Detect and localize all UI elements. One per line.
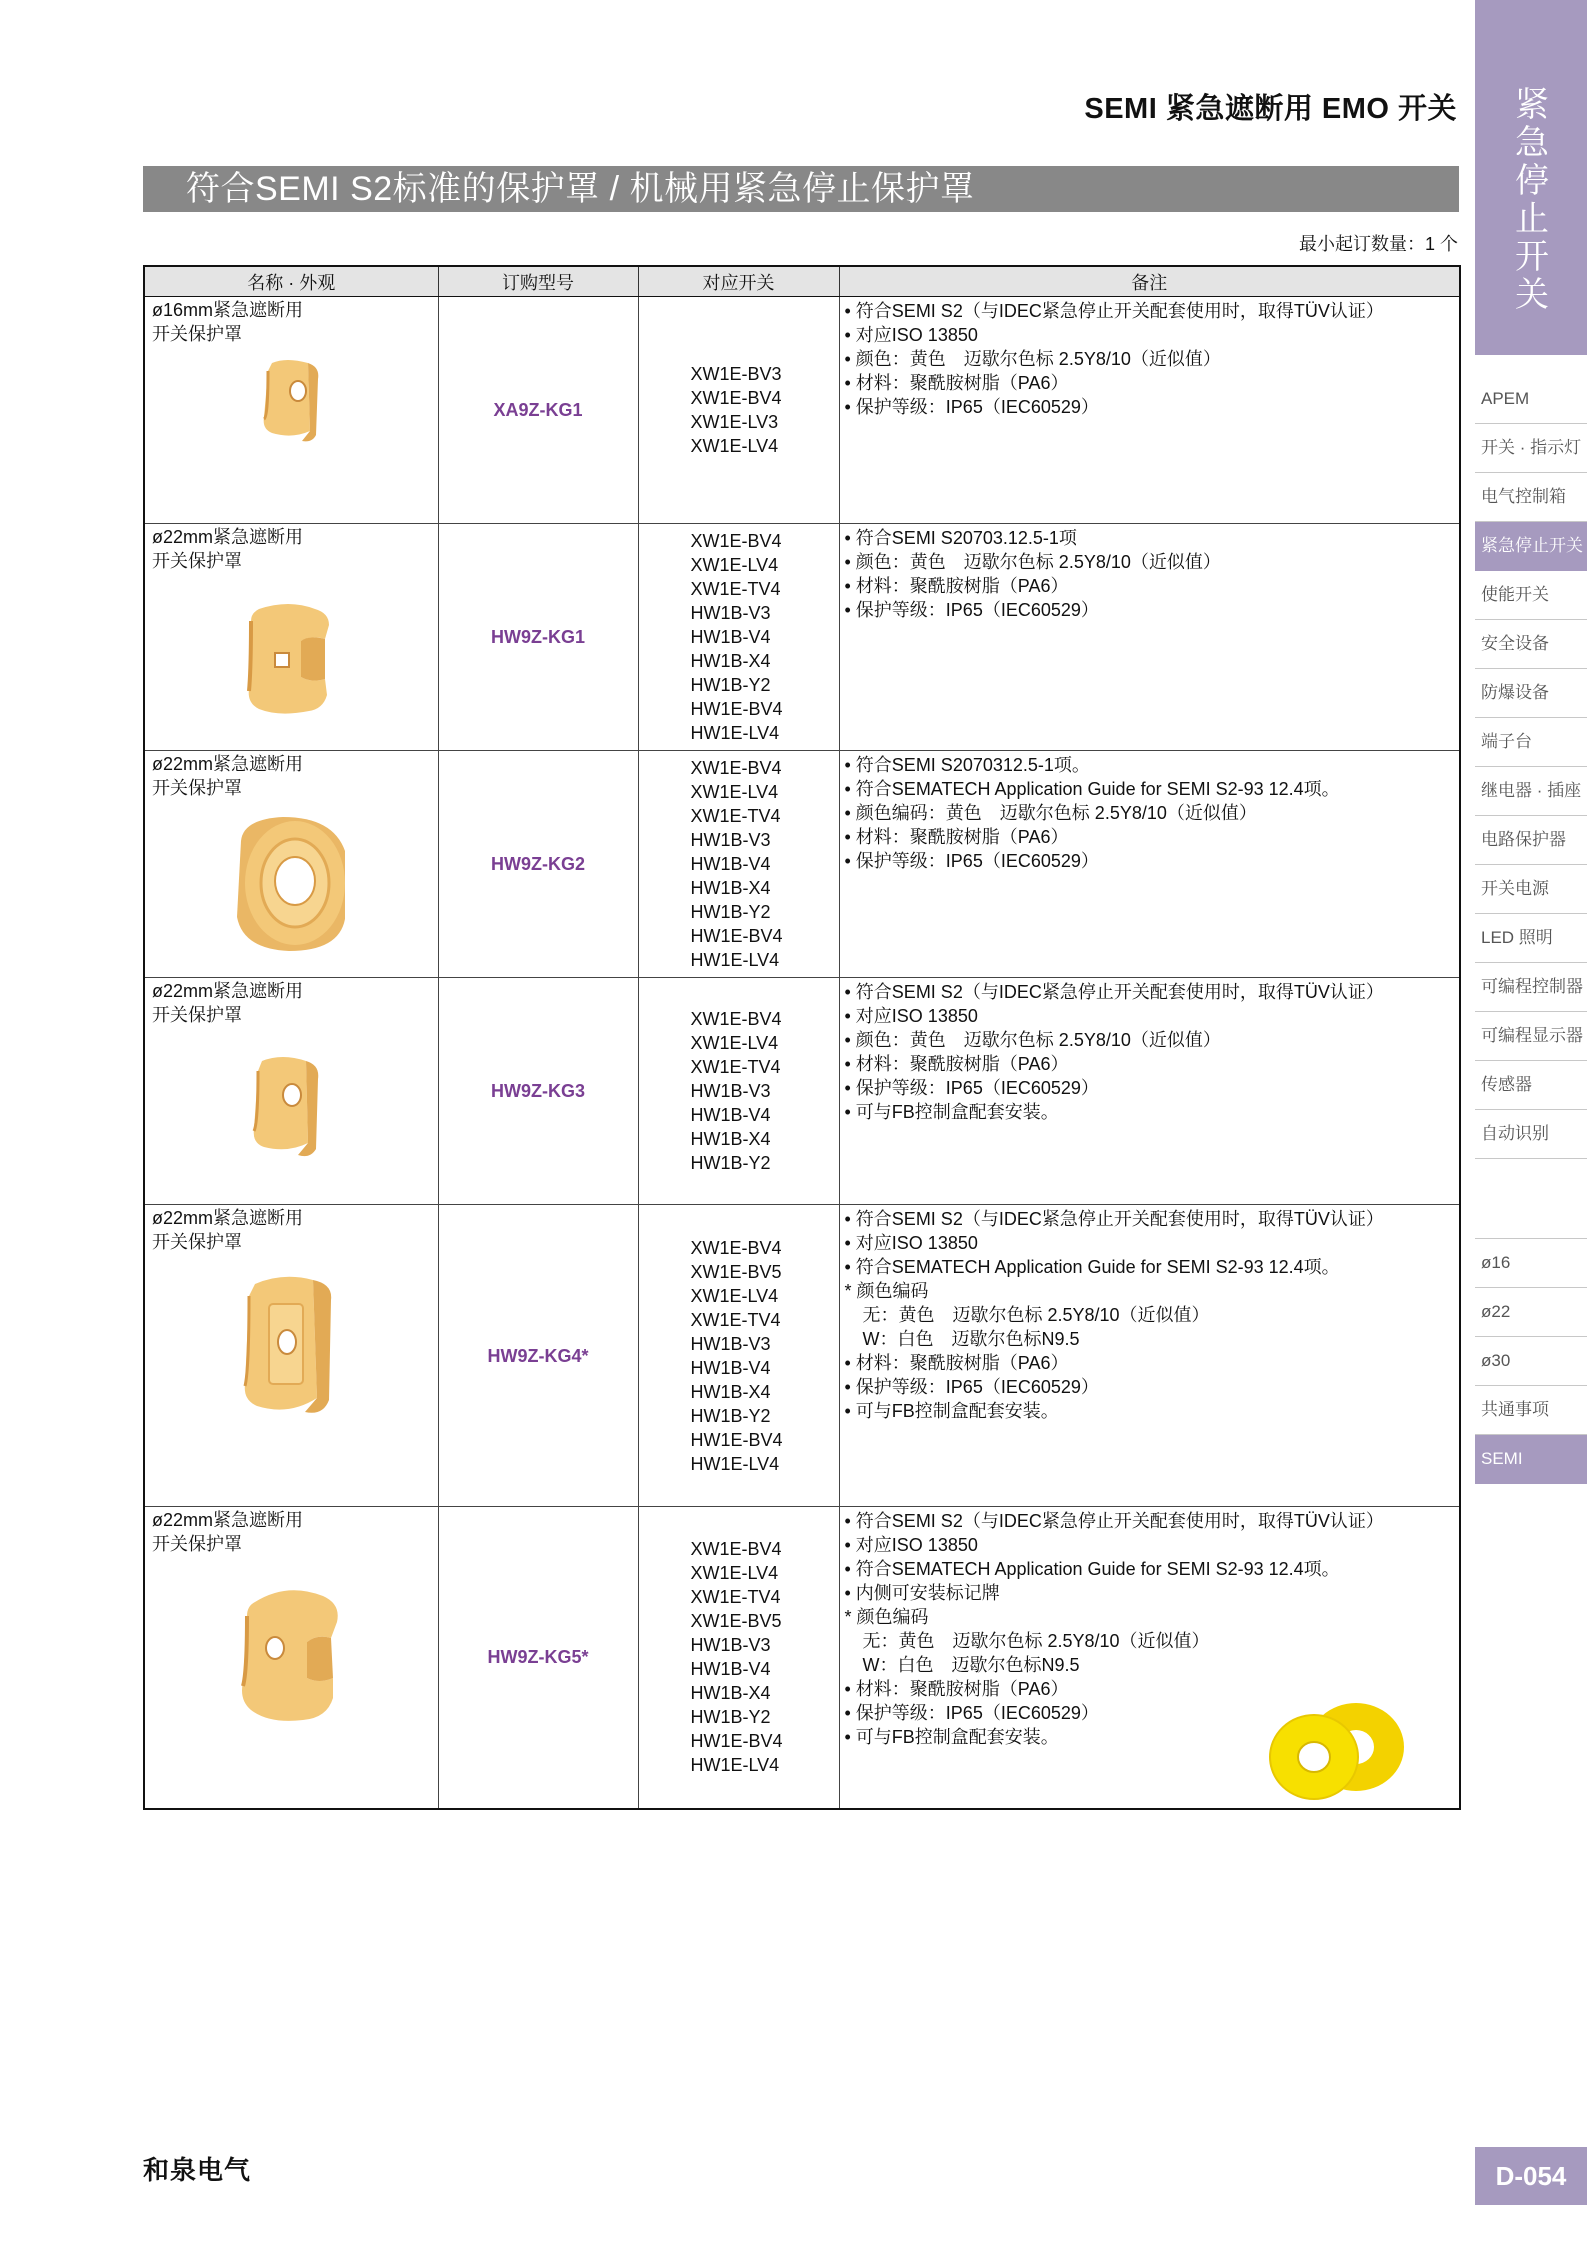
product-name-sub: 开关保护罩: [152, 551, 242, 571]
switch-item: HW1E-BV4: [690, 699, 783, 719]
note-line: * 颜色编码: [844, 1607, 929, 1627]
note-line: • 符合SEMATECH Application Guide for SEMI S2-93 12.4项。: [844, 1257, 1340, 1277]
switch-list-cell: [638, 524, 839, 751]
switch-list-cell: [638, 297, 839, 524]
switch-item: XW1E-BV4: [690, 388, 782, 408]
note-line: • 对应ISO 13850: [844, 1233, 978, 1253]
order-model-cell: XA9Z-KG1: [438, 297, 638, 524]
brand-logo: 和泉电气: [143, 2155, 252, 2185]
switch-list-cell: [638, 1507, 839, 1809]
note-line: * 颜色编码: [844, 1281, 929, 1301]
switch-item: HW1E-BV4: [690, 926, 783, 946]
switch-item: XW1E-LV4: [690, 555, 779, 575]
product-name-sub: 开关保护罩: [152, 1005, 242, 1025]
switch-item: HW1E-LV4: [690, 950, 780, 970]
switch-item: XW1E-LV4: [690, 1285, 779, 1306]
switch-item: XW1E-BV5: [690, 1611, 782, 1632]
page-header-title: SEMI 紧急遮断用 EMO 开关: [1084, 93, 1457, 125]
note-line: 无：黄色 迈歇尔色标 2.5Y8/10（近似值）: [844, 1631, 1210, 1651]
switch-item: HW1B-Y2: [690, 675, 771, 695]
switch-item: HW1B-V3: [690, 603, 771, 623]
switch-item: HW1B-V3: [690, 1081, 771, 1101]
cover-hw9z-kg4-image: [233, 1270, 343, 1420]
cover-xa9z-kg1-image: [258, 357, 328, 447]
switch-item: HW1B-X4: [690, 651, 771, 671]
sidebar-item-explosion-proof[interactable]: 防爆设备: [1475, 669, 1587, 718]
sidebar-item-terminal-block[interactable]: 端子台: [1475, 718, 1587, 767]
order-model-cell: HW9Z-KG1: [438, 524, 638, 751]
note-line: • 可与FB控制盒配套安装。: [844, 1102, 1059, 1122]
note-line: • 对应ISO 13850: [844, 1006, 978, 1026]
product-name: ø22mm紧急遮断用: [152, 1208, 304, 1228]
table-row: [144, 297, 1460, 524]
note-line: • 材料：聚酰胺树脂（PA6）: [844, 1353, 1069, 1373]
page-number: D-054: [1475, 2147, 1587, 2205]
note-line: • 符合SEMI S2（与IDEC紧急停止开关配套使用时，取得TÜV认证）: [844, 301, 1384, 321]
note-line: • 保护等级：IP65（IEC60529）: [844, 1377, 1099, 1397]
note-line: • 可与FB控制盒配套安装。: [844, 1727, 1059, 1747]
switch-item: HW1B-Y2: [690, 1153, 771, 1173]
switch-item: HW1B-V4: [690, 854, 771, 874]
sidebar-section-header: [1475, 0, 1587, 355]
note-line: W：白色 迈歇尔色标N9.5: [844, 1329, 1080, 1349]
sidebar-item-emergency-stop[interactable]: 紧急停止开关: [1475, 522, 1587, 571]
sidebar-subitem-30[interactable]: ø30: [1475, 1337, 1587, 1386]
switch-item: HW1E-BV4: [690, 1731, 783, 1752]
note-line: • 内侧可安装标记牌: [844, 1583, 1000, 1603]
switch-item: HW1B-Y2: [690, 902, 771, 922]
sidebar-subnav: [1475, 1238, 1587, 1484]
switch-item: HW1B-V4: [690, 627, 771, 647]
sidebar-section-title: 紧急停止开关: [1515, 86, 1549, 314]
sidebar-subitem-common[interactable]: 共通事项: [1475, 1386, 1587, 1435]
order-model-cell: HW9Z-KG3: [438, 978, 638, 1205]
sidebar-item-sensor[interactable]: 传感器: [1475, 1061, 1587, 1110]
switch-item: XW1E-TV4: [690, 1057, 781, 1077]
sidebar-item-safety[interactable]: 安全设备: [1475, 620, 1587, 669]
table-row: [144, 1507, 1460, 1809]
product-name: ø16mm紧急遮断用: [152, 300, 304, 320]
switch-item: HW1B-V3: [690, 1635, 771, 1656]
switch-item: XW1E-BV4: [690, 1237, 782, 1258]
table-row: [144, 1205, 1460, 1507]
table-header-row: [144, 266, 1460, 297]
note-line: • 符合SEMI S2070312.5-1项。: [844, 755, 1090, 775]
sidebar-subitem-semi[interactable]: SEMI: [1475, 1435, 1587, 1484]
switch-item: XW1E-LV4: [690, 1033, 779, 1053]
spec-table: [143, 265, 1461, 1810]
note-line: • 材料：聚酰胺树脂（PA6）: [844, 1679, 1069, 1699]
note-line: • 保护等级：IP65（IEC60529）: [844, 397, 1099, 417]
note-line: • 符合SEMI S2（与IDEC紧急停止开关配套使用时，取得TÜV认证）: [844, 1209, 1384, 1229]
note-line: • 材料：聚酰胺树脂（PA6）: [844, 827, 1069, 847]
switch-list-cell: [638, 1205, 839, 1507]
product-name-cell: [144, 297, 438, 524]
product-name-sub: 开关保护罩: [152, 1232, 242, 1252]
switch-item: XW1E-TV4: [690, 579, 781, 599]
note-line: • 颜色：黄色 迈歇尔色标 2.5Y8/10（近似值）: [844, 349, 1221, 369]
note-line: • 材料：聚酰胺树脂（PA6）: [844, 576, 1069, 596]
sidebar-item-plc[interactable]: 可编程控制器: [1475, 963, 1587, 1012]
switch-list-cell: [638, 978, 839, 1205]
table-row: [144, 978, 1460, 1205]
marking-plate-image: [1260, 1697, 1410, 1807]
col-header-name: 名称 · 外观: [144, 266, 438, 297]
switch-item: XW1E-TV4: [690, 1309, 781, 1330]
sidebar-item-control-box[interactable]: 电气控制箱: [1475, 473, 1587, 522]
sidebar-item-hmi[interactable]: 可编程显示器: [1475, 1012, 1587, 1061]
order-model-cell: HW9Z-KG4*: [438, 1205, 638, 1507]
notes-cell: [839, 978, 1460, 1205]
product-name-sub: 开关保护罩: [152, 1534, 242, 1554]
product-name-sub: 开关保护罩: [152, 778, 242, 798]
cover-hw9z-kg2-image: [223, 811, 358, 956]
sidebar-item-auto-id[interactable]: 自动识别: [1475, 1110, 1587, 1159]
product-name-cell: [144, 1507, 438, 1809]
switch-item: HW1B-X4: [690, 878, 771, 898]
notes-cell: [839, 1507, 1460, 1809]
switch-item: HW1E-LV4: [690, 1755, 780, 1776]
switch-item: HW1B-X4: [690, 1129, 771, 1149]
cover-hw9z-kg3-image: [248, 1053, 328, 1163]
note-line: • 材料：聚酰胺树脂（PA6）: [844, 1054, 1069, 1074]
note-line: • 保护等级：IP65（IEC60529）: [844, 1078, 1099, 1098]
switch-item: XW1E-BV4: [690, 1539, 782, 1560]
switch-item: HW1B-Y2: [690, 1405, 771, 1426]
product-name: ø22mm紧急遮断用: [152, 1510, 304, 1530]
notes-cell: [839, 1205, 1460, 1507]
switch-item: XW1E-BV4: [690, 531, 782, 551]
switch-item: HW1B-V3: [690, 830, 771, 850]
switch-item: XW1E-BV4: [690, 1009, 782, 1029]
switch-list-cell: [638, 751, 839, 978]
switch-item: XW1E-TV4: [690, 1587, 781, 1608]
switch-item: HW1B-V4: [690, 1105, 771, 1125]
product-name-cell: [144, 524, 438, 751]
switch-item: HW1E-LV4: [690, 1453, 780, 1474]
section-banner: 符合SEMI S2标准的保护罩 / 机械用紧急停止保护罩: [143, 166, 1459, 212]
table-row: [144, 524, 1460, 751]
order-model-cell: HW9Z-KG5*: [438, 1507, 638, 1809]
note-line: • 材料：聚酰胺树脂（PA6）: [844, 373, 1069, 393]
switch-item: HW1E-BV4: [690, 1429, 783, 1450]
sidebar-subitem-16[interactable]: ø16: [1475, 1239, 1587, 1288]
switch-item: XW1E-TV4: [690, 806, 781, 826]
notes-cell: [839, 524, 1460, 751]
note-line: • 符合SEMATECH Application Guide for SEMI S2-93 12.4项。: [844, 1559, 1340, 1579]
switch-item: HW1B-V4: [690, 1357, 771, 1378]
note-line: • 保护等级：IP65（IEC60529）: [844, 851, 1099, 871]
col-header-notes: 备注: [839, 266, 1460, 297]
switch-item: HW1B-V4: [690, 1659, 771, 1680]
order-model-cell: HW9Z-KG2: [438, 751, 638, 978]
cover-hw9z-kg1-image: [239, 599, 339, 719]
cover-hw9z-kg5-image: [233, 1582, 353, 1727]
switch-item: XW1E-BV5: [690, 1261, 782, 1282]
note-line: • 对应ISO 13850: [844, 1535, 978, 1555]
sidebar-item-led-lighting[interactable]: LED 照明: [1475, 914, 1587, 963]
table-row: [144, 751, 1460, 978]
switch-item: HW1B-V3: [690, 1333, 771, 1354]
note-line: • 符合SEMI S2（与IDEC紧急停止开关配套使用时，取得TÜV认证）: [844, 982, 1384, 1002]
switch-item: XW1E-LV3: [690, 412, 779, 432]
sidebar-item-apem[interactable]: APEM: [1475, 375, 1587, 424]
note-line: • 可与FB控制盒配套安装。: [844, 1401, 1059, 1421]
note-line: • 保护等级：IP65（IEC60529）: [844, 600, 1099, 620]
product-name-cell: [144, 978, 438, 1205]
switch-item: HW1B-X4: [690, 1381, 771, 1402]
switch-item: XW1E-BV3: [690, 364, 782, 384]
sidebar-item-enabling-switch[interactable]: 使能开关: [1475, 571, 1587, 620]
switch-item: XW1E-LV4: [690, 436, 779, 456]
sidebar-item-circuit-protector[interactable]: 电路保护器: [1475, 816, 1587, 865]
note-line: • 符合SEMI S2（与IDEC紧急停止开关配套使用时，取得TÜV认证）: [844, 1511, 1384, 1531]
sidebar-item-relay-socket[interactable]: 继电器 · 插座: [1475, 767, 1587, 816]
product-name: ø22mm紧急遮断用: [152, 754, 304, 774]
sidebar-item-power-supply[interactable]: 开关电源: [1475, 865, 1587, 914]
note-line: W：白色 迈歇尔色标N9.5: [844, 1655, 1080, 1675]
product-name: ø22mm紧急遮断用: [152, 527, 304, 547]
switch-item: HW1B-Y2: [690, 1707, 771, 1728]
note-line: • 符合SEMI S20703.12.5-1项: [844, 528, 1077, 548]
note-line: • 颜色：黄色 迈歇尔色标 2.5Y8/10（近似值）: [844, 1030, 1221, 1050]
note-line: • 对应ISO 13850: [844, 325, 978, 345]
product-name: ø22mm紧急遮断用: [152, 981, 304, 1001]
note-line: • 符合SEMATECH Application Guide for SEMI S2-93 12.4项。: [844, 779, 1340, 799]
switch-item: HW1E-LV4: [690, 723, 780, 743]
sidebar-nav: [1475, 375, 1587, 1159]
sidebar-subitem-22[interactable]: ø22: [1475, 1288, 1587, 1337]
sidebar-item-switch-indicator[interactable]: 开关 · 指示灯: [1475, 424, 1587, 473]
min-order-note: 最小起订数量：1 个: [1298, 234, 1458, 254]
switch-item: XW1E-BV4: [690, 758, 782, 778]
note-line: • 保护等级：IP65（IEC60529）: [844, 1703, 1099, 1723]
product-name-cell: [144, 751, 438, 978]
col-header-switch: 对应开关: [638, 266, 839, 297]
col-header-model: 订购型号: [438, 266, 638, 297]
notes-cell: [839, 297, 1460, 524]
notes-cell: [839, 751, 1460, 978]
note-line: • 颜色：黄色 迈歇尔色标 2.5Y8/10（近似值）: [844, 552, 1221, 572]
note-line: 无：黄色 迈歇尔色标 2.5Y8/10（近似值）: [844, 1305, 1210, 1325]
product-name-sub: 开关保护罩: [152, 324, 242, 344]
switch-item: HW1B-X4: [690, 1683, 771, 1704]
product-name-cell: [144, 1205, 438, 1507]
note-line: • 颜色编码：黄色 迈歇尔色标 2.5Y8/10（近似值）: [844, 803, 1257, 823]
switch-item: XW1E-LV4: [690, 782, 779, 802]
switch-item: XW1E-LV4: [690, 1563, 779, 1584]
